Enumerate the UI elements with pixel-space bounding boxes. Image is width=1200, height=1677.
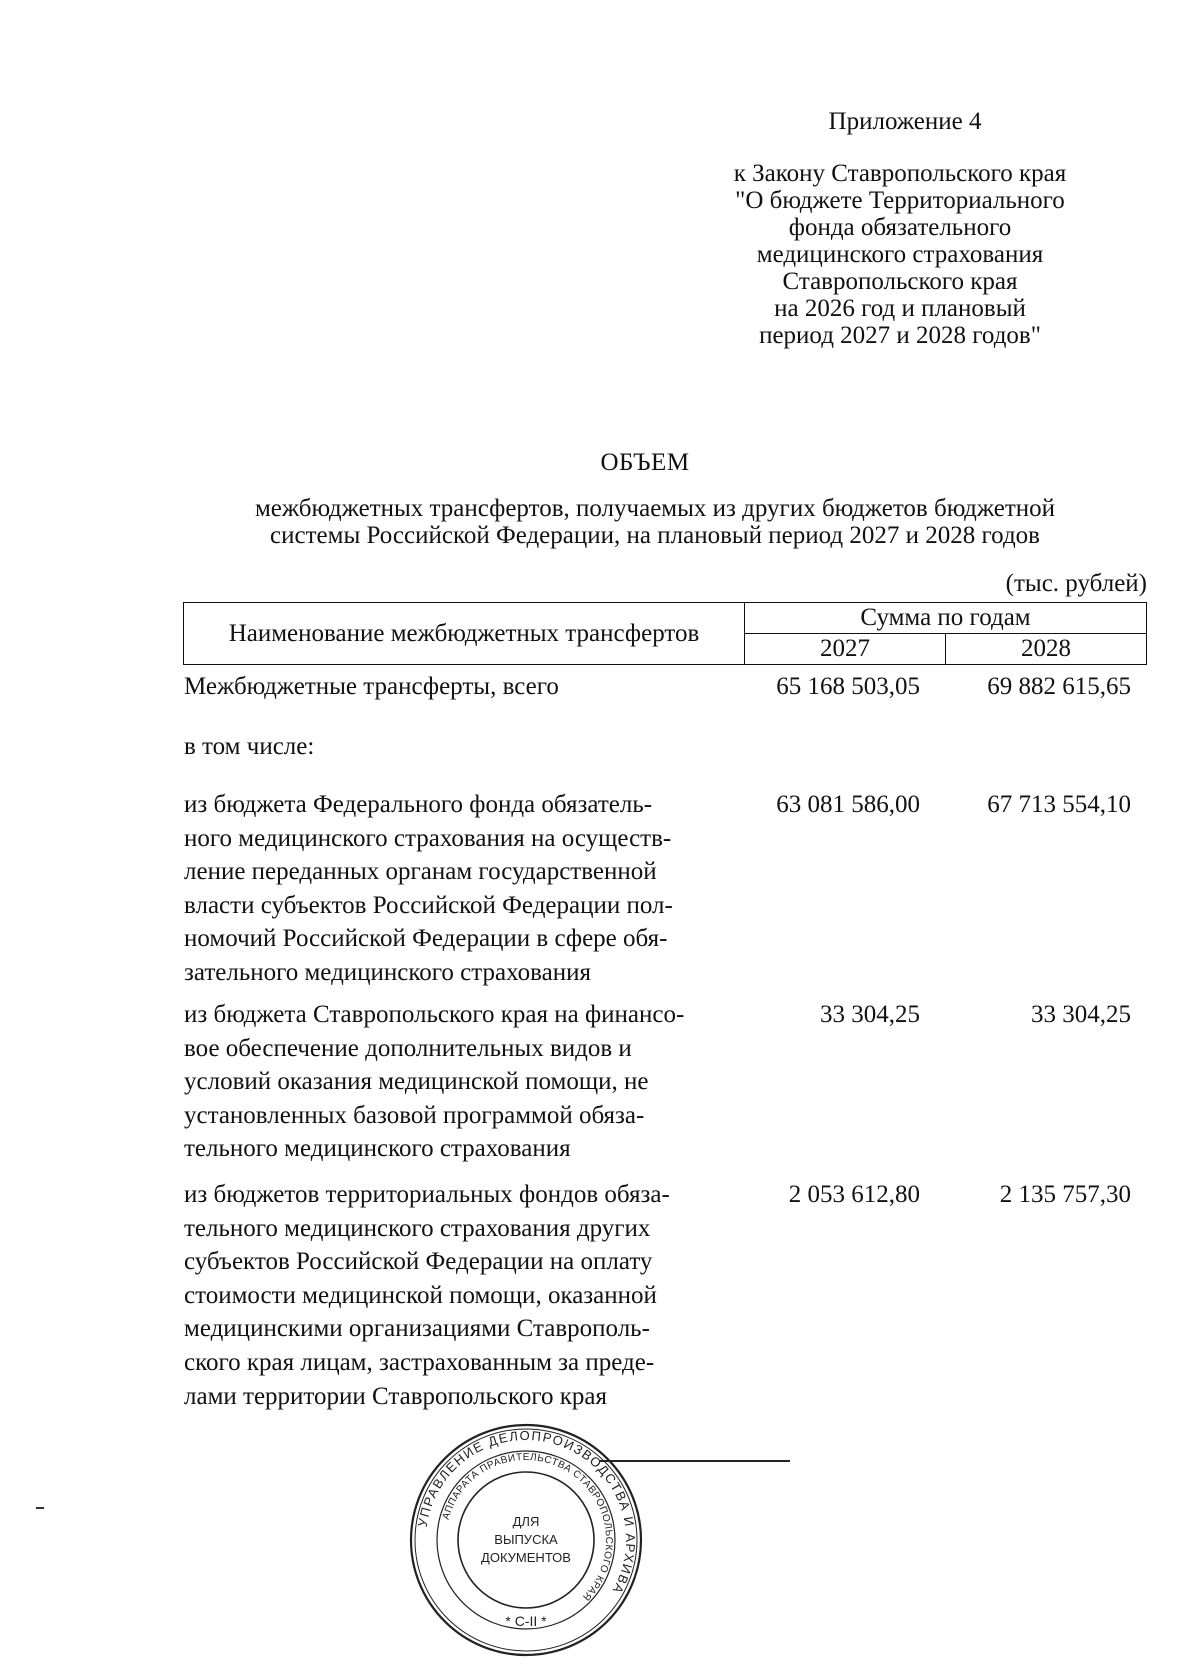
row-label-line: установленных базовой программой обяза- <box>184 1101 645 1129</box>
law-reference-line: фонда обязательного <box>788 214 1012 241</box>
row-label-line: зательного медицинского страхования <box>184 958 591 986</box>
row-label-line: ного медицинского страхования на осуществ- <box>184 824 672 852</box>
row-label-line: ление переданных органам государственной <box>184 858 657 886</box>
row-label-line: власти субъектов Российской Федерации пол- <box>184 891 673 919</box>
row-label-line: Межбюджетные трансферты, всего <box>184 673 559 700</box>
law-reference-line: Ставропольского края <box>782 268 1018 295</box>
value-2027: 33 304,25 <box>820 1001 920 1028</box>
law-reference <box>700 160 1100 349</box>
seal-inner-text: АППАРАТА ПРАВИТЕЛЬСТВА СТАВРОПОЛЬСКОГО КРАЯ <box>440 1451 615 1603</box>
subtitle-line: системы Российской Федерации, на плановый период 2027 и 2028 годов <box>270 522 1040 549</box>
document-title: ОБЪЕМ <box>600 449 690 476</box>
row-label <box>184 730 724 764</box>
row-label-line: ского края лицам, застрахованным за преде- <box>184 1348 655 1376</box>
row-label-line: вое обеспечение дополнительных видов и <box>184 1034 632 1062</box>
column-header-group: Сумма по годам <box>745 603 1147 634</box>
value-2028: 33 304,25 <box>1031 1001 1131 1028</box>
row-label-line: условий оказания медицинской помощи, не <box>184 1068 649 1096</box>
row-label-line: номочий Российской Федерации в сфере обя- <box>184 925 668 953</box>
column-header-year-2027: 2027 <box>745 634 946 665</box>
row-label-line: стоимости медицинской помощи, оказанной <box>184 1281 657 1309</box>
seal-code: * С-II * <box>505 1613 547 1629</box>
row-label <box>184 1178 724 1413</box>
row-label-line: субъектов Российской Федерации на оплату <box>184 1248 653 1276</box>
row-label <box>184 670 724 704</box>
value-2027: 2 053 612,80 <box>788 1181 920 1208</box>
law-reference-line: к Закону Ставропольского края <box>733 160 1067 187</box>
row-label-line: из бюджетов территориальных фондов обяза- <box>184 1181 670 1208</box>
row-label-line: тельного медицинского страхования <box>184 1135 571 1163</box>
seal-outer-text: УПРАВЛЕНИЕ ДЕЛОПРОИЗВОДСТВА И АРХИВА <box>414 1427 639 1598</box>
row-label-line: тельного медицинского страхования других <box>184 1214 651 1242</box>
law-reference-line: медицинского страхования <box>756 241 1044 268</box>
table-header <box>183 602 1147 665</box>
law-reference-line: на 2026 год и плановый <box>774 295 1026 322</box>
row-label-line: из бюджета Ставропольского края на финансо- <box>184 1001 685 1028</box>
value-2028: 67 713 554,10 <box>987 791 1131 818</box>
law-reference-line: период 2027 и 2028 годов" <box>759 322 1041 349</box>
value-2027: 63 081 586,00 <box>776 791 920 818</box>
units-label: (тыс. рублей) <box>1005 570 1147 597</box>
seal-center-line: ДОКУМЕНТОВ <box>481 1550 571 1565</box>
row-label-line: в том числе: <box>184 733 315 760</box>
law-reference-line: "О бюджете Территориального <box>735 187 1065 214</box>
subtitle-line: межбюджетных трансфертов, получаемых из других бюджетов бюджетной <box>254 495 1056 522</box>
document-subtitle <box>190 495 1120 549</box>
value-2027: 65 168 503,05 <box>776 673 920 700</box>
seal-center-line: ДЛЯ <box>512 1514 540 1529</box>
row-label-line: из бюджета Федерального фонда обязатель- <box>184 791 653 818</box>
column-header-year-2028: 2028 <box>946 634 1147 665</box>
row-label <box>184 788 724 990</box>
official-seal <box>408 1422 644 1658</box>
row-label-line: лами территории Ставропольского края <box>184 1382 608 1410</box>
column-header-name: Наименование межбюджетных трансфертов <box>184 603 745 665</box>
appendix-number: Приложение 4 <box>828 108 982 135</box>
row-label <box>184 998 724 1166</box>
margin-mark <box>36 1507 44 1509</box>
row-label-line: медицинскими организациями Ставрополь- <box>184 1315 650 1343</box>
seal-center-line: ВЫПУСКА <box>494 1532 558 1547</box>
value-2028: 69 882 615,65 <box>987 673 1131 700</box>
value-2028: 2 135 757,30 <box>999 1181 1131 1208</box>
